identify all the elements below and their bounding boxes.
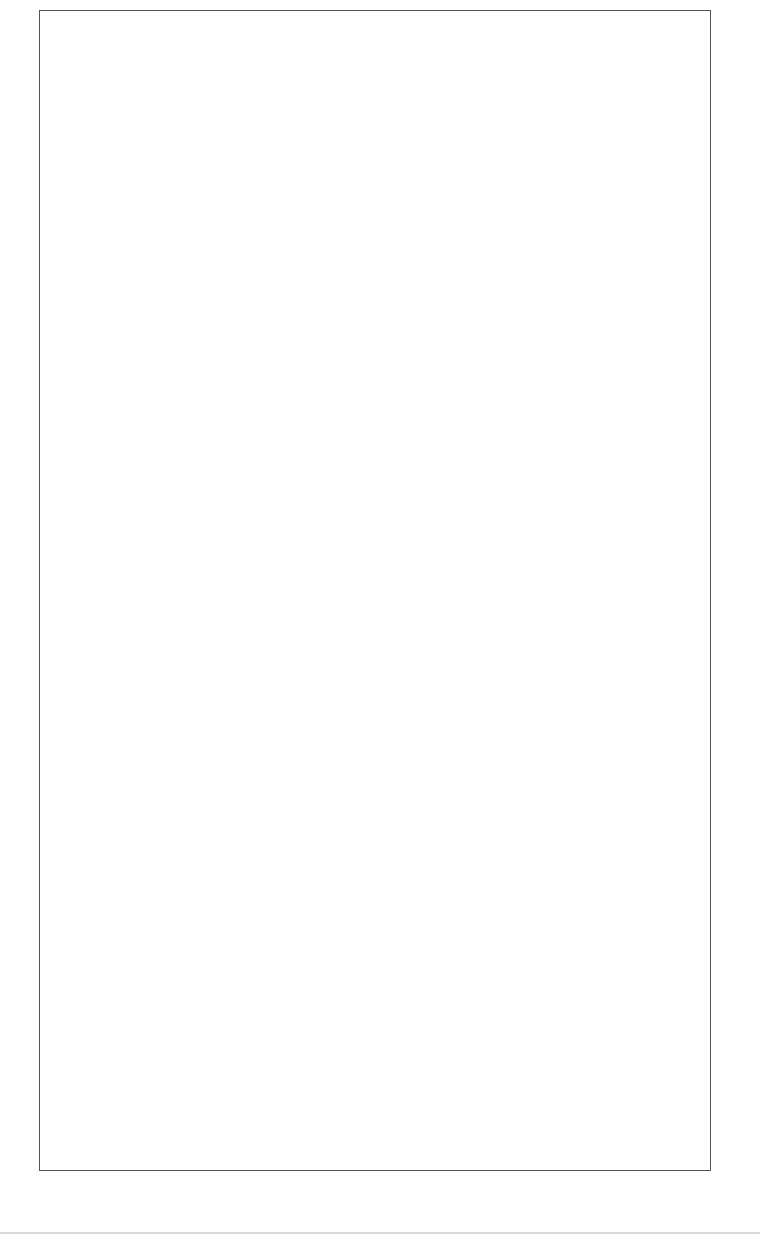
- bottom-edge-line: [0, 1232, 760, 1234]
- pedigree-chart: [39, 10, 711, 1171]
